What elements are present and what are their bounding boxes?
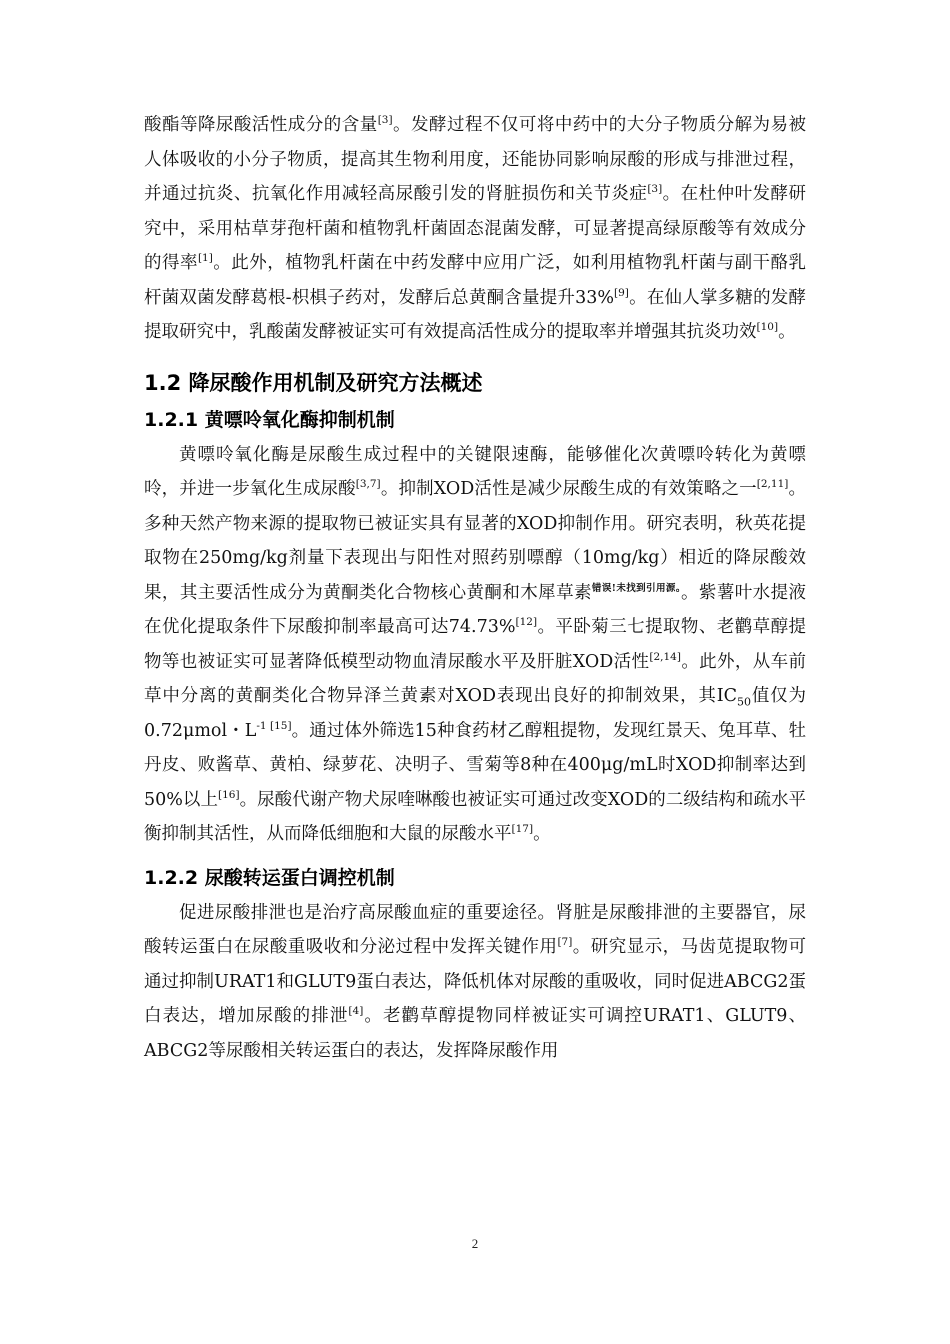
text-run: 。抑制XOD活性是减少尿酸生成的有效策略之一	[380, 479, 757, 499]
page-number: 2	[471, 1236, 479, 1251]
subscript: 50	[737, 695, 752, 709]
citation[interactable]: [9]	[614, 286, 629, 299]
text-run: 。在仙人掌多糖的发酵提取研究中，乳酸菌发酵被证实可有效提高活性成分的提取率并增强其抗炎功效	[144, 287, 806, 342]
text-run: 。在杜仲叶发酵研究中，采用枯草芽孢杆菌和植物乳杆菌固态混菌发酵，可显著提高绿原酸等有效成分的得率	[144, 184, 807, 273]
citation[interactable]: [7]	[557, 936, 573, 949]
text-run: 值仅为0.72μmol・L	[144, 686, 807, 741]
citation[interactable]: [3]	[377, 114, 393, 127]
text-run: 。发酵过程不仅可将中药中的大分子物质分解为易被人体吸收的小分子物质，提高其生物利用度，还能协同影响尿酸的形成与排泄过程，并通过抗炎、抗氧化作用减轻高尿酸引发的肾脏损伤和关节炎症	[144, 115, 807, 204]
text-run: 酸酯等降尿酸活性成分的含量	[144, 115, 378, 135]
text-run: 。多种天然产物来源的提取物已被证实具有显著的XOD抑制作用。研究表明，秋英花提取物在250mg/kg剂量下表现出与阳性对照药别嘌醇（10mg/kg）相近的降尿酸效果，其主要活性成分为黄酮类化合物核心黄酮和木犀草素	[144, 479, 807, 603]
citation[interactable]: [10]	[756, 321, 779, 334]
citation[interactable]: [16]	[218, 788, 240, 801]
citation[interactable]: [12]	[515, 616, 538, 629]
text-run: 。老鹳草醇提物同样被证实可调控URAT1、GLUT9、ABCG2等尿酸相关转运蛋白的表达，发挥降尿酸作用	[144, 1006, 806, 1061]
citation[interactable]: [1]	[197, 252, 213, 265]
text-run: 。紫薯叶水提液在优化提取条件下尿酸抑制率最高可达74.73%	[144, 582, 807, 637]
text-run: 。平卧菊三七提取物、老鹳草醇提物等也被证实可显著降低模型动物血清尿酸水平及肝脏XOD活性	[144, 617, 807, 672]
subsection-heading-1-2-1: 1.2.1 黄嘌呤氧化酶抑制机制	[144, 408, 395, 431]
citation[interactable]: [17]	[511, 823, 534, 836]
citation[interactable]: [3,7]	[355, 478, 381, 491]
reference-error: 错误!未找到引用源。	[591, 582, 682, 594]
text-run: 。通过体外筛选15种食药材乙醇粗提物，发现红景天、兔耳草、牡丹皮、败酱草、黄柏、绿萝花、决明子、雪菊等8种在400μg/mL时XOD抑制率达到50%以上	[144, 720, 806, 810]
text-run: 促进尿酸排泄也是治疗高尿酸血症的重要途径。肾脏是尿酸排泄的主要器官，尿酸转运蛋白在尿酸重吸收和分泌过程中发挥关键作用	[144, 902, 806, 957]
citation[interactable]: [4]	[348, 1005, 364, 1018]
citation[interactable]: [3]	[647, 183, 663, 196]
text-run: 。此外，从车前草中分离的黄酮类化合物异泽兰黄素对XOD表现出良好的抑制效果，其IC	[144, 651, 807, 706]
body-text	[144, 108, 806, 1068]
text-run: 。	[778, 322, 796, 342]
text-run: 。研究显示，马齿苋提取物可通过抑制URAT1和GLUT9蛋白表达，降低机体对尿酸的重吸收，同时促进ABCG2蛋白表达，增加尿酸的排泄	[144, 937, 807, 1026]
citation[interactable]: [2,11]	[756, 478, 789, 491]
text-run: 黄嘌呤氧化酶是尿酸生成过程中的关键限速酶，能够催化次黄嘌呤转化为黄嘌呤，并进一步氧化生成尿酸	[144, 444, 806, 499]
paragraph-fermentation	[144, 108, 806, 350]
citation[interactable]: [15]	[266, 719, 292, 732]
unit-superscript: -1	[256, 719, 267, 732]
text-run: 。尿酸代谢产物犬尿喹啉酸也被证实可通过改变XOD的二级结构和疏水平衡抑制其活性，从而降低细胞和大鼠的尿酸水平	[144, 789, 807, 844]
paragraph-xod	[144, 438, 806, 852]
subsection-heading-1-2-2: 1.2.2 尿酸转运蛋白调控机制	[144, 866, 395, 889]
section-heading-1-2: 1.2 降尿酸作用机制及研究方法概述	[144, 370, 483, 395]
paragraph-transporter	[144, 896, 806, 1069]
text-run: 。此外，植物乳杆菌在中药发酵中应用广泛，如利用植物乳杆菌与副干酪乳杆菌双菌发酵葛根-枳椇子药对，发酵后总黄酮含量提升33%	[144, 253, 807, 308]
text-run: 。	[533, 824, 551, 844]
citation[interactable]: [2,14]	[649, 650, 681, 663]
